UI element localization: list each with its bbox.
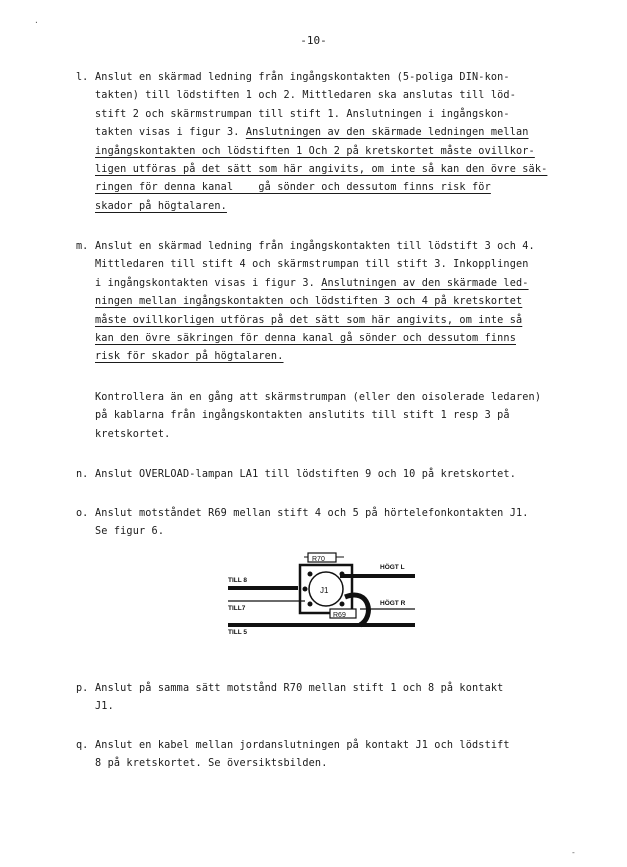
item-text-q (95, 737, 510, 774)
text-line (95, 179, 547, 197)
text-line (95, 426, 541, 444)
label-j1: J1 (320, 586, 329, 595)
text-line (95, 348, 535, 366)
page-number: -10- (300, 34, 327, 47)
text-segment: J1. (95, 701, 114, 713)
text-line (95, 238, 535, 256)
label-r69: R69 (333, 612, 346, 619)
text-segment: kretskortet. (95, 428, 171, 440)
item-text-l (95, 69, 547, 216)
underlined-text: skador på högtalaren. (95, 200, 227, 212)
scan-speck: · (34, 18, 39, 27)
text-line (95, 698, 503, 716)
text-segment: Anslut OVERLOAD-lampan LA1 till lödstiften 9 och 10 på kretskortet. (95, 469, 516, 480)
text-segment: Kontrollera än en gång att skärmstrumpan (eller den oisolerade ledaren) (95, 392, 542, 403)
item-text-m (95, 238, 535, 367)
item-label-n: n. (76, 469, 89, 480)
text-segment: Anslut en skärmad ledning från ingångskontakten till lödstift 3 och 4. (95, 241, 535, 252)
label-till8: TILL 8 (228, 577, 248, 584)
item-label-q: q. (76, 740, 89, 751)
text-segment: Anslut motståndet R69 mellan stift 4 och 5 på hörtelefonkontakten J1. (95, 508, 529, 519)
text-line (95, 330, 535, 348)
text-line (95, 680, 503, 698)
text-line (95, 275, 535, 293)
text-line (95, 466, 516, 484)
wiring-figure (220, 547, 420, 643)
text-segment: Anslut på samma sätt motstånd R70 mellan stift 1 och 8 på kontakt (95, 683, 504, 694)
text-line (95, 161, 547, 179)
jack-pin (303, 587, 308, 592)
text-line (95, 293, 535, 311)
underlined-text: risk för skador på högtalaren. (95, 351, 284, 363)
item-label-m: m. (76, 241, 89, 252)
text-line (95, 389, 541, 407)
label-hogt-l: HÖGT L (380, 564, 405, 571)
text-segment: Anslut en skärmad ledning från ingångskontakten (5-poliga DIN-kon- (95, 72, 510, 83)
underlined-text: kan den övre säkringen för denna kanal gå sönder och dessutom finns (95, 332, 516, 344)
underlined-text: ningen mellan ingångskontakten och lödstiften 3 och 4 på kretskortet (95, 296, 523, 308)
text-line (95, 505, 529, 523)
text-line (95, 87, 547, 105)
text-segment: stift 2 och skärmstrumpan till stift 1. Anslutningen i ingångskon- (95, 108, 510, 120)
label-r70: R70 (312, 556, 325, 563)
item-text-n (95, 466, 516, 484)
text-line (95, 124, 547, 142)
text-segment: Se figur 6. (95, 526, 165, 538)
item-text-o (95, 505, 529, 542)
text-line (95, 312, 535, 330)
scan-speck: - (571, 848, 576, 857)
text-segment: takten visas i figur 3. (95, 127, 246, 139)
underlined-text: Anslutningen av den skärmade ledningen mellan (245, 127, 529, 139)
text-line (95, 143, 547, 161)
underlined-text: måste ovillkorligen utföras på det sätt som här angivits, om inte så (95, 314, 523, 326)
item-label-l: l. (76, 72, 89, 83)
item-label-o: o. (76, 508, 89, 519)
underlined-text: ingångskontakten och lödstiften 1 Och 2 på kretskortet måste ovillkor- (95, 145, 535, 157)
text-line (95, 69, 547, 87)
label-till7: TILL7 (228, 605, 246, 612)
item-text-p (95, 680, 503, 717)
jack-pin (308, 572, 313, 577)
label-till5: TILL 5 (228, 629, 248, 636)
underlined-text: ligen utföras på det sätt som här angivits, om inte så kan den övre säk- (95, 163, 548, 175)
text-line (95, 523, 529, 541)
text-segment: 8 på kretskortet. Se översiktsbilden. (95, 758, 328, 770)
item-label-p: p. (76, 683, 89, 694)
text-line (95, 256, 535, 274)
text-segment: på kablarna från ingångskontakten anslutits till stift 1 resp 3 på (95, 410, 510, 422)
text-line (95, 755, 510, 773)
jack-pin (340, 572, 345, 577)
jack-pin (308, 602, 313, 607)
text-line (95, 737, 510, 755)
underlined-text: Anslutningen av den skärmade led- (321, 277, 529, 289)
text-segment: takten) till lödstiften 1 och 2. Mittledaren ska anslutas till löd- (95, 90, 516, 102)
text-line (95, 407, 541, 425)
label-hogt-r: HÖGT R (380, 600, 406, 607)
text-segment: Mittledaren till stift 4 och skärmstrumpan till stift 3. Inkopplingen (95, 259, 529, 271)
underlined-text: ringen för denna kanal gå sönder och dessutom finns risk för (95, 182, 491, 194)
note-paragraph (95, 389, 541, 444)
jack-pin (340, 602, 345, 607)
text-segment: Anslut en kabel mellan jordanslutningen på kontakt J1 och lödstift (95, 740, 510, 751)
text-line (95, 198, 547, 216)
text-segment: i ingångskontakten visas i figur 3. (95, 277, 322, 289)
text-line (95, 106, 547, 124)
